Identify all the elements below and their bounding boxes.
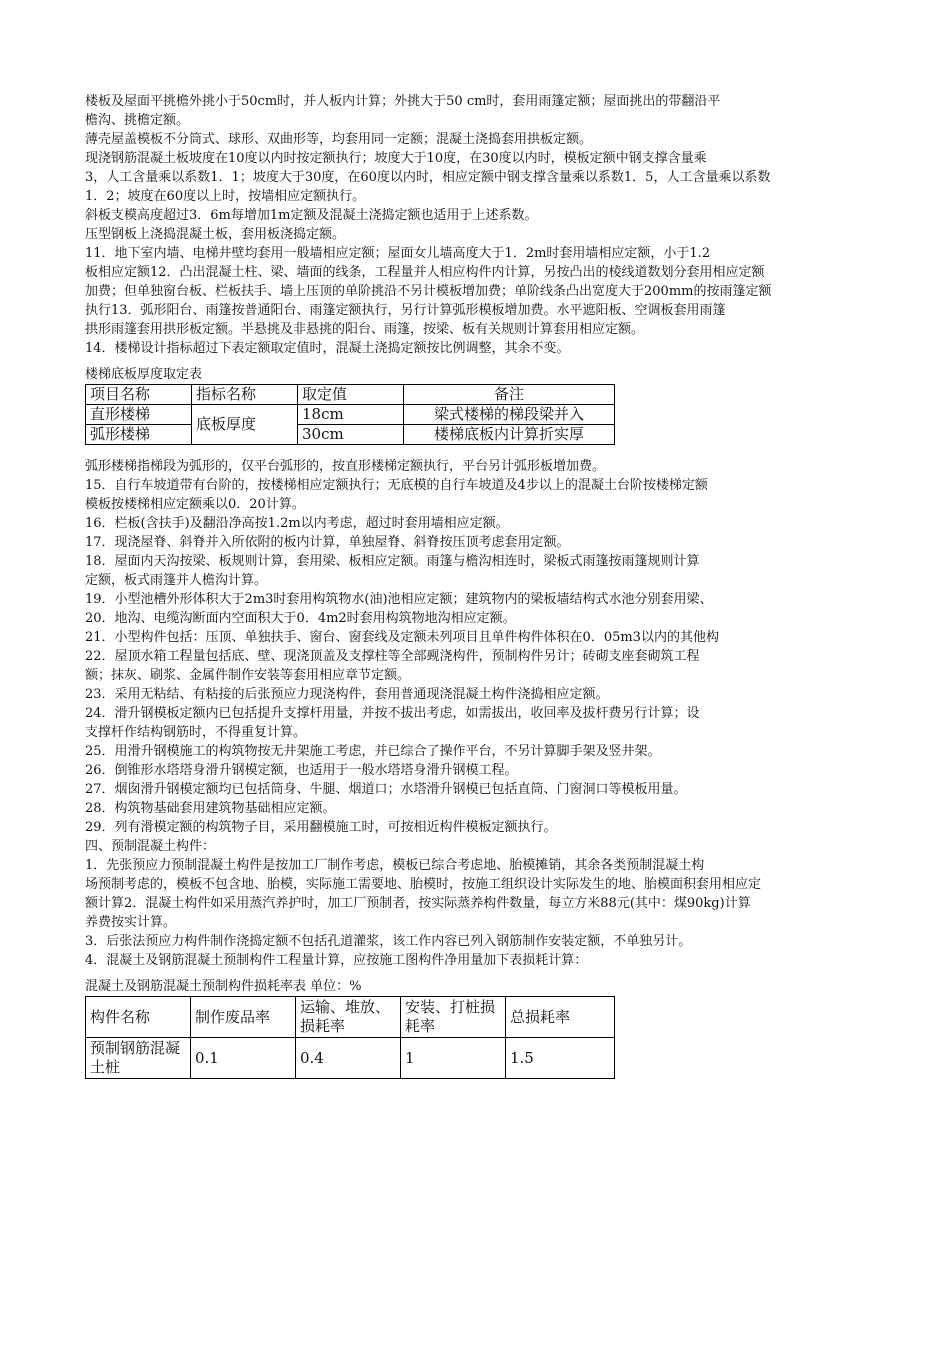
text-line: 15．自行车坡道带有台阶的，按楼梯相应定额执行；无底模的自行车坡道及4步以上的混凝土台阶按楼梯定额 [85, 478, 708, 493]
header-cell: 取定值 [298, 385, 404, 405]
text-line: 模板按楼梯相应定额乘以0．20计算。 [85, 497, 305, 512]
text-line: 额计算2．混凝土构件如采用蒸汽养护时，加工厂预制者，按实际蒸养构件数量，每立方米88元(其中：煤90kg)计算 [85, 896, 751, 911]
text-line: 29．列有滑模定额的构筑物子目，采用翻模施工时，可按相近构件模板定额执行。 [85, 820, 557, 835]
text-line: 4．混凝土及钢筋混凝土预制构件工程量计算，应按施工图构件净用量加下表损耗计算： [85, 953, 588, 968]
table-row [86, 1038, 615, 1079]
text-line: 21．小型构件包括：压顶、单独扶手、窗台、窗套线及定额未列项目且单件构件体积在0．05m3以内的其他构 [85, 630, 719, 645]
header-cell: 备注 [404, 385, 615, 405]
text-line: 现浇钢筋混凝土板坡度在10度以内时按定额执行；坡度大于10度，在30度以内时，模板定额中钢支撑含量乘 [85, 151, 707, 166]
text-line: 19．小型池槽外形体积大于2m3时套用构筑物水(油)池相应定额；建筑物内的梁板墙结构式水池分别套用梁、 [85, 592, 713, 607]
text-line: 23．采用无粘结、有粘接的后张预应力现浇构件，套用普通现浇混凝土构件浇捣相应定额。 [85, 687, 609, 702]
text-line: 斜板支模高度超过3．6m每增加1m定额及混凝土浇捣定额也适用于上述系数。 [85, 208, 538, 223]
text-line: 17．现浇屋脊、斜脊并入所依附的板内计算，单独屋脊、斜脊按压顶考虑套用定额。 [85, 535, 570, 550]
table2-caption: 混凝土及钢筋混凝土预制构件损耗率表 单位：% [85, 979, 362, 994]
header-cell: 指标名称 [192, 385, 298, 405]
text-line: 板相应定额12．凸出混凝土柱、梁、墙面的线条，工程量并人相应构件内计算，另按凸出的棱线道数划分套用相应定额 [85, 265, 765, 280]
text-line: 执行13．弧形阳台、雨篷按普通阳台、雨篷定额执行，另行计算弧形模板增加费。水平遮阳板、空调板套用雨篷 [85, 303, 726, 318]
text-line: 支撑杆作结构钢筋时，不得重复计算。 [85, 725, 307, 740]
table-row [86, 425, 615, 445]
document-page [85, 92, 935, 1079]
text-line: 薄壳屋盖模板不分筒式、球形、双曲形等，均套用同一定额；混凝土浇捣套用拱板定额。 [85, 132, 593, 147]
table1-caption: 楼梯底板厚度取定表 [85, 367, 203, 382]
table-cell: 18cm [298, 405, 404, 425]
text-line: 24．滑升钢模板定额内已包括提升支撑杆用量，并按不拔出考虑，如需拔出，收回率及拔杆费另行计算；设 [85, 706, 700, 721]
text-line: 28．构筑物基础套用建筑物基础相应定额。 [85, 801, 336, 816]
text-line: 27．烟囱滑升钢模定额均已包括筒身、牛腿、烟道口；水塔滑升钢模已包括直筒、门窗洞口等模板用量。 [85, 782, 687, 797]
table-header-row [86, 385, 615, 405]
text-line: 四、预制混凝土构件： [85, 839, 216, 854]
text-line: 3，人工含量乘以系数1．1；坡度大于30度，在60度以内时，相应定额中钢支撑含量乘以系数1．5，人工含量乘以系数 [85, 170, 771, 185]
loss-rate-table [85, 996, 615, 1079]
text-line: 加费；但单独窗台板、栏板扶手、墙上压顶的单阶挑沿不另计模板增加费；单阶线条凸出宽度大于200mm的按雨篷定额 [85, 284, 772, 299]
text-line: 1．先张预应力预制混凝土构件是按加工厂制作考虑，模板已综合考虑地、胎模摊销，其余各类预制混凝土构 [85, 858, 705, 873]
table-cell: 0.1 [191, 1038, 296, 1079]
table-cell: 预制钢筋混凝土桩 [86, 1038, 191, 1079]
table-cell: 1.5 [506, 1038, 615, 1079]
text-line: 18．屋面内天沟按梁、板规则计算，套用梁、板相应定额。雨篷与檐沟相连时，梁板式雨篷按雨篷规则计算 [85, 554, 700, 569]
text-line: 檐沟、挑檐定额。 [85, 113, 190, 128]
header-cell: 安装、打桩损耗率 [401, 997, 506, 1038]
text-line: 养费按实计算。 [85, 915, 177, 930]
text-line: 11．地下室内墙、电梯井壁均套用一般墙相应定额；屋面女儿墙高度大于1．2m时套用墙相应定额，小于1.2 [85, 246, 711, 261]
table-cell: 楼梯底板内计算折实厚 [404, 425, 615, 445]
text-line: 场预制考虑的，模板不包含地、胎模，实际施工需要地、胎模时，按施工组织设计实际发生的地、胎模面积套用相应定 [85, 877, 762, 892]
text-line: 1．2；坡度在60度以上时，按墙相应定额执行。 [85, 189, 366, 204]
text-line: 3．后张法预应力构件制作浇捣定额不包括孔道灌浆，该工作内容已列入钢筋制作安装定额，不单独另计。 [85, 934, 692, 949]
text-line: 22．屋顶水箱工程量包括底、壁、现浇顶盖及支撑柱等全部觋浇构件，预制构件另计；砖砌支座套砌筑工程 [85, 649, 700, 664]
text-line: 16．栏板(含扶手)及翻沿净高按1.2m以内考虑，超过时套用墙相应定额。 [85, 516, 509, 531]
text-line: 定额，板式雨篷并人檐沟计算。 [85, 573, 268, 588]
text-line: 弧形楼梯指梯段为弧形的，仅平台弧形的，按直形楼梯定额执行，平台另计弧形板增加费。 [85, 459, 606, 474]
table-cell: 底板厚度 [192, 405, 298, 445]
header-cell: 运输、堆放、损耗率 [296, 997, 401, 1038]
text-line: 拱形雨篷套用拱形板定额。半悬挑及非悬挑的阳台、雨篷，按梁、板有关规则计算套用相应定额。 [85, 322, 645, 337]
table-cell: 30cm [298, 425, 404, 445]
stair-thickness-table [85, 384, 615, 445]
text-line: 14．楼梯设计指标超过下表定额取定值时，混凝土浇捣定额按比例调整，其余不变。 [85, 341, 570, 356]
text-block-lower [85, 457, 935, 970]
text-line: 20．地沟、电缆沟断面内空面积大于0．4m2时套用构筑物地沟相应定额。 [85, 611, 516, 626]
text-line: 26．倒锥形水塔塔身滑升钢模定额，也适用于一般水塔塔身滑升钢模工程。 [85, 763, 518, 778]
text-line: 额；抹灰、刷浆、金属件制作安装等套用相应章节定额。 [85, 668, 411, 683]
table-cell: 1 [401, 1038, 506, 1079]
header-cell: 构件名称 [86, 997, 191, 1038]
text-block-upper [85, 92, 935, 358]
header-cell: 项目名称 [86, 385, 192, 405]
table-row [86, 405, 615, 425]
table-cell: 弧形楼梯 [86, 425, 192, 445]
table-cell: 0.4 [296, 1038, 401, 1079]
text-line: 压型钢板上浇捣混凝土板，套用板浇捣定额。 [85, 227, 346, 242]
header-cell: 制作废品率 [191, 997, 296, 1038]
header-cell: 总损耗率 [506, 997, 615, 1038]
table-cell: 梁式楼梯的梯段梁并入 [404, 405, 615, 425]
text-line: 楼板及屋面平挑檐外挑小于50cm时，并人板内计算；外挑大于50 cm时，套用雨篷定额；屋面挑出的带翻沿平 [85, 94, 721, 109]
text-line: 25．用滑升钢模施工的构筑物按无井架施工考虑，并已综合了操作平台，不另计算脚手架及竖井架。 [85, 744, 661, 759]
table-cell: 直形楼梯 [86, 405, 192, 425]
table-header-row [86, 997, 615, 1038]
